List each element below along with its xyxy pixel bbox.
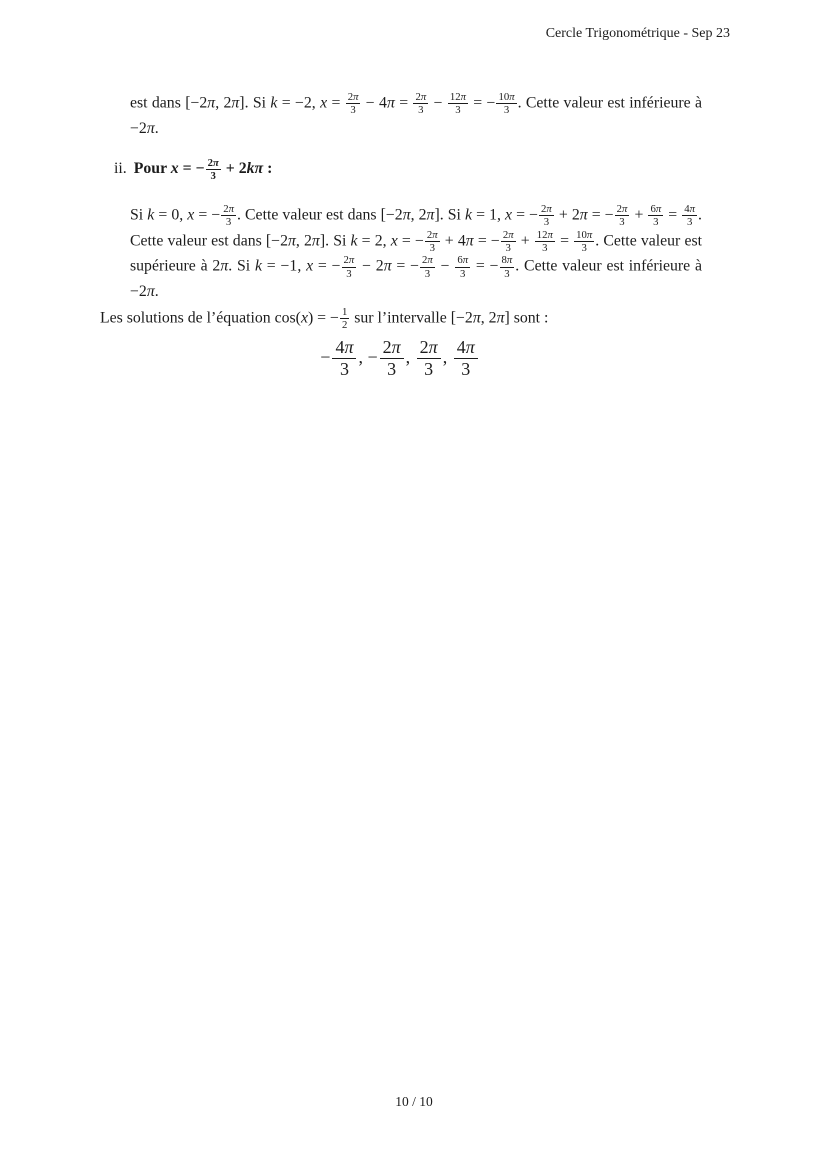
inline-fraction: $\frac{6\pi}{3}$ (650, 203, 662, 229)
math-run: −2π (130, 283, 155, 301)
math-run: 2π (212, 257, 229, 275)
math-run: + (516, 232, 534, 250)
math-run: x (300, 309, 308, 327)
inline-fraction: $\frac{2\pi}{3}$ (616, 203, 628, 229)
math-run: − (320, 347, 331, 367)
math-run: − (429, 94, 447, 112)
math-run: k = −1 (254, 257, 298, 275)
math-run: − (435, 257, 455, 275)
list-item-ii-heading: Pour x = − $\frac{2\pi}{3}$ + 2kπ : (133, 156, 273, 182)
math-run: = − (468, 94, 496, 112)
math-run: , − (358, 347, 378, 367)
inline-fraction: $\frac{8\pi}{3}$ (501, 254, 513, 280)
conclusion-text: Les solutions de l’équation cos(x) = − $\frac{1}{2}$ sur l’intervalle [−2π, 2π] sont : (100, 306, 549, 332)
math-run: k = −2 (270, 94, 312, 112)
page-number: 10 / 10 (395, 1094, 433, 1109)
page-footer (0, 1094, 828, 1110)
inline-fraction: $\frac{2\pi}{3}$ (223, 203, 234, 229)
math-run: , (442, 347, 452, 367)
inline-fraction: $\frac{10\pi}{3}$ (576, 228, 593, 255)
math-run: −2π (130, 119, 155, 137)
page-header (546, 26, 730, 43)
display-fraction: $\frac{2\pi}{3}$ (380, 337, 404, 381)
list-item-ii (114, 156, 272, 182)
inline-fraction: $\frac{2\pi}{3}$ (426, 228, 438, 255)
solutions-display-equation (100, 333, 700, 381)
header-title: Cercle Trigonométrique - Sep 23 (545, 26, 730, 41)
math-run: = (555, 232, 574, 250)
inline-fraction: $\frac{1}{2}$ (341, 306, 348, 332)
inline-fraction: $\frac{4\pi}{3}$ (684, 203, 696, 229)
display-fraction: $\frac{4\pi}{3}$ (454, 337, 478, 381)
inline-fraction: $\frac{2\pi}{3}$ (207, 156, 219, 182)
inline-fraction: $\frac{2\pi}{3}$ (347, 91, 359, 117)
math-run: [−2π, 2π] (450, 309, 510, 327)
math-run: x = − (505, 206, 538, 224)
math-run: − 4π = (361, 94, 413, 112)
inline-fraction: $\frac{2\pi}{3}$ (541, 203, 552, 229)
list-item-ii-marker: ii. (114, 160, 127, 177)
math-run: x = (320, 94, 345, 112)
paragraph-case-k-neg2: est dans [−2π, 2π]. Si k = −2, x = $\frac{2\pi}{3}$ − 4π = $\frac{2\pi}{3}$ − $\frac{12\pi}{3}$ = − $\frac{10\pi}{3}$ . Cette valeur est inférieure à −2π. (130, 91, 702, 137)
math-run: k = 2 (350, 232, 383, 250)
inline-fraction: $\frac{2\pi}{3}$ (415, 91, 427, 117)
math-run: + 2kπ (221, 160, 264, 177)
math-run: + (630, 206, 648, 224)
math-run: [−2π, 2π] (265, 232, 326, 250)
inline-fraction: $\frac{10\pi}{3}$ (498, 91, 515, 117)
math-run: [−2π, 2π] (185, 94, 245, 112)
math-run: x = − (306, 257, 341, 275)
inline-fraction: $\frac{6\pi}{3}$ (457, 254, 469, 280)
inline-fraction: $\frac{2\pi}{3}$ (502, 228, 514, 255)
math-run: k = 0 (147, 206, 180, 224)
math-run: k = 1 (465, 206, 497, 224)
math-run: x = − (390, 232, 424, 250)
inline-fraction: $\frac{12\pi}{3}$ (449, 91, 466, 117)
math-run: x = − (187, 206, 221, 224)
math-run: x = − (170, 160, 205, 177)
math-run: [−2π, 2π] (380, 206, 440, 224)
math-run: + 2π = − (554, 206, 614, 224)
math-run: + 4π = − (440, 232, 500, 250)
math-run: = − (471, 257, 499, 275)
math-run: = (664, 206, 682, 224)
math-run: , (405, 347, 415, 367)
math-run: − 2π = − (357, 257, 420, 275)
inline-fraction: $\frac{12\pi}{3}$ (536, 228, 553, 255)
display-fraction: $\frac{4\pi}{3}$ (332, 337, 356, 381)
inline-fraction: $\frac{2\pi}{3}$ (422, 254, 433, 280)
display-fraction: $\frac{2\pi}{3}$ (417, 337, 441, 381)
paragraph-case-analysis: Si k = 0, x = − $\frac{2\pi}{3}$ . Cette valeur est dans [−2π, 2π]. Si k = 1, x = − $\frac{2\pi}{3}$ + 2π = − $\frac{2\pi}{3}$ + $\frac{6\pi}{3}$ = $\frac{4\pi}{3}$ . Cette valeur est dans [−2π, 2π]. Si k = 2, x = − $\frac{2\pi}{3}$ + 4π = − $\frac{2\pi}{3}$ + $\frac{12\pi}{3}$ = $\frac{10\pi}{3}$ . Cette valeur est supérieure à 2π. Si k = −1, x = − $\frac{2\pi}{3}$ − 2π = − $\frac{2\pi}{3}$ − $\frac{6\pi}{3}$ = − $\frac{8\pi}{3}$ . Cette valeur est inférieure à −2π. (130, 203, 703, 301)
inline-fraction: $\frac{2\pi}{3}$ (343, 254, 355, 280)
